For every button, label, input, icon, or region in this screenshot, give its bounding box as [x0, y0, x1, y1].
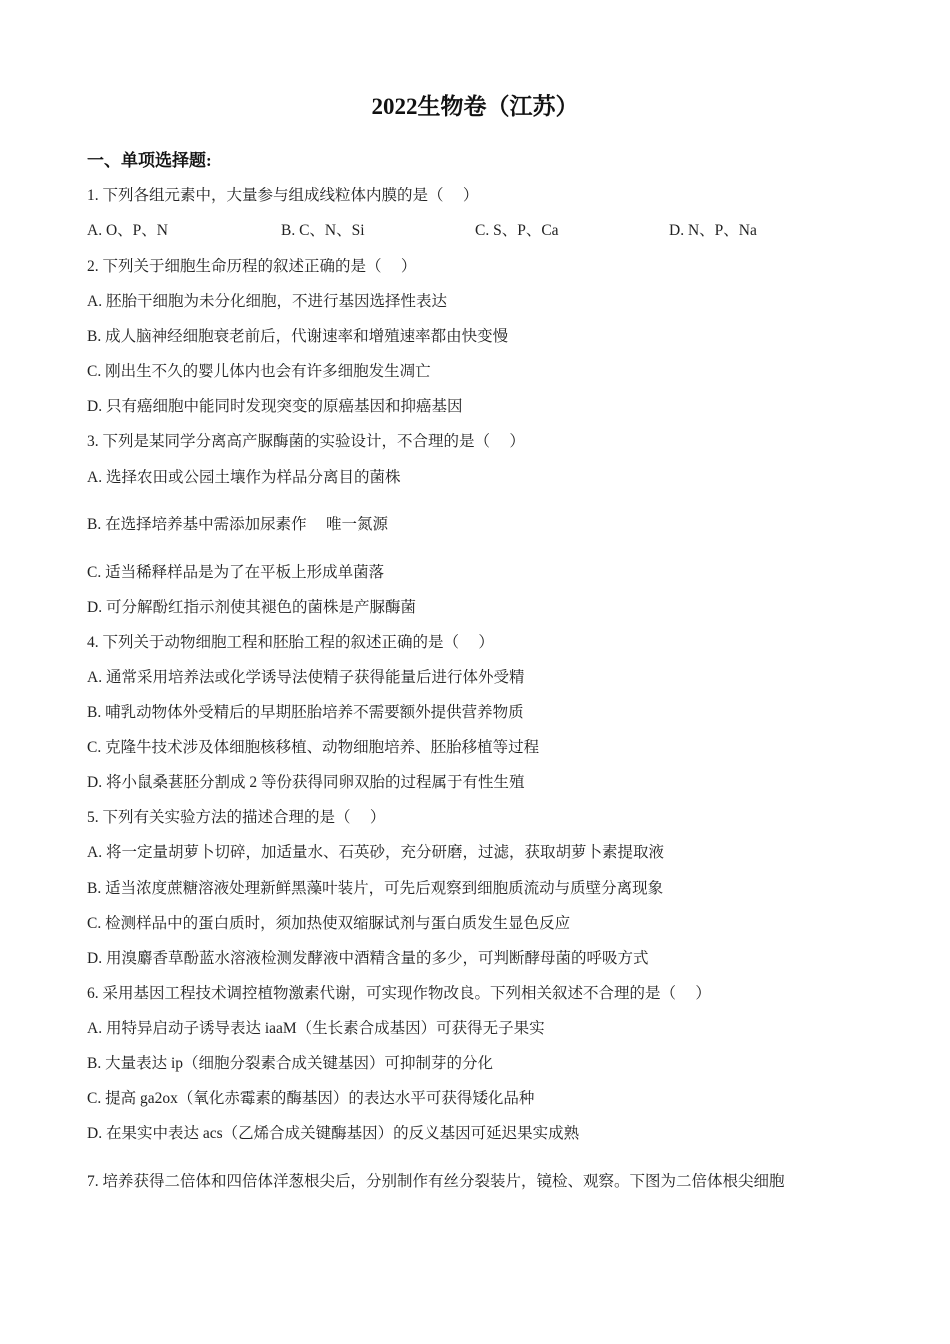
question-5-option-a: A. 将一定量胡萝卜切碎，加适量水、石英砂，充分研磨，过滤，获取胡萝卜素提取液 [87, 844, 664, 861]
question-7-stem: 7. 培养获得二倍体和四倍体洋葱根尖后，分别制作有丝分裂装片，镜检、观察。下图为二倍体根尖细胞 [87, 1173, 785, 1190]
question-6-option-b: B. 大量表达 ip（细胞分裂素合成关键基因）可抑制芽的分化 [87, 1055, 494, 1072]
question-5-option-b: B. 适当浓度蔗糖溶液处理新鲜黑藻叶装片，可先后观察到细胞质流动与质壁分离现象 [87, 880, 664, 897]
question-1-option-c: C. S、P、Ca [475, 222, 559, 239]
question-1-options [87, 218, 887, 240]
document-title: 2022生物卷（江苏） [371, 94, 579, 119]
question-1-stem: 1. 下列各组元素中，大量参与组成线粒体内膜的是（ ） [87, 187, 479, 204]
question-6-option-c: C. 提高 ga2ox（氧化赤霉素的酶基因）的表达水平可获得矮化品种 [87, 1090, 535, 1107]
question-2-option-a: A. 胚胎干细胞为未分化细胞，不进行基因选择性表达 [87, 293, 447, 310]
question-2-option-c: C. 刚出生不久的婴儿体内也会有许多细胞发生凋亡 [87, 363, 431, 380]
question-4-option-b: B. 哺乳动物体外受精后的早期胚胎培养不需要额外提供营养物质 [87, 704, 524, 721]
question-6-option-a: A. 用特异启动子诱导表达 iaaM（生长素合成基因）可获得无子果实 [87, 1020, 545, 1037]
question-6-option-d: D. 在果实中表达 acs（乙烯合成关键酶基因）的反义基因可延迟果实成熟 [87, 1125, 580, 1142]
question-3-option-c: C. 适当稀释样品是为了在平板上形成单菌落 [87, 564, 385, 581]
question-1-option-a: A. O、P、N [87, 222, 168, 239]
question-3-option-b: B. 在选择培养基中需添加尿素作 唯一氮源 [87, 516, 388, 533]
section-heading: 一、单项选择题: [87, 151, 212, 170]
question-3-option-a: A. 选择农田或公园土壤作为样品分离目的菌株 [87, 469, 401, 486]
question-2-option-b: B. 成人脑神经细胞衰老前后，代谢速率和增殖速率都由快变慢 [87, 328, 509, 345]
question-1-option-d: D. N、P、Na [669, 222, 757, 239]
question-5-option-d: D. 用溴麝香草酚蓝水溶液检测发酵液中酒精含量的多少，可判断酵母菌的呼吸方式 [87, 950, 649, 967]
question-2-stem: 2. 下列关于细胞生命历程的叙述正确的是（ ） [87, 258, 417, 275]
question-2-option-d: D. 只有癌细胞中能同时发现突变的原癌基因和抑癌基因 [87, 398, 463, 415]
question-4-option-a: A. 通常采用培养法或化学诱导法使精子获得能量后进行体外受精 [87, 669, 525, 686]
question-5-option-c: C. 检测样品中的蛋白质时，须加热使双缩脲试剂与蛋白质发生显色反应 [87, 915, 571, 932]
question-4-stem: 4. 下列关于动物细胞工程和胚胎工程的叙述正确的是（ ） [87, 634, 494, 651]
question-5-stem: 5. 下列有关实验方法的描述合理的是（ ） [87, 809, 386, 826]
question-4-option-c: C. 克隆牛技术涉及体细胞核移植、动物细胞培养、胚胎移植等过程 [87, 739, 540, 756]
question-3-option-d: D. 可分解酚红指示剂使其褪色的菌株是产脲酶菌 [87, 599, 416, 616]
question-4-option-d: D. 将小鼠桑葚胚分割成 2 等份获得同卵双胎的过程属于有性生殖 [87, 774, 525, 791]
question-6-stem: 6. 采用基因工程技术调控植物激素代谢，可实现作物改良。下列相关叙述不合理的是（ ） [87, 985, 711, 1002]
question-3-stem: 3. 下列是某同学分离高产脲酶菌的实验设计，不合理的是（ ） [87, 433, 525, 450]
question-1-option-b: B. C、N、Si [281, 222, 365, 239]
